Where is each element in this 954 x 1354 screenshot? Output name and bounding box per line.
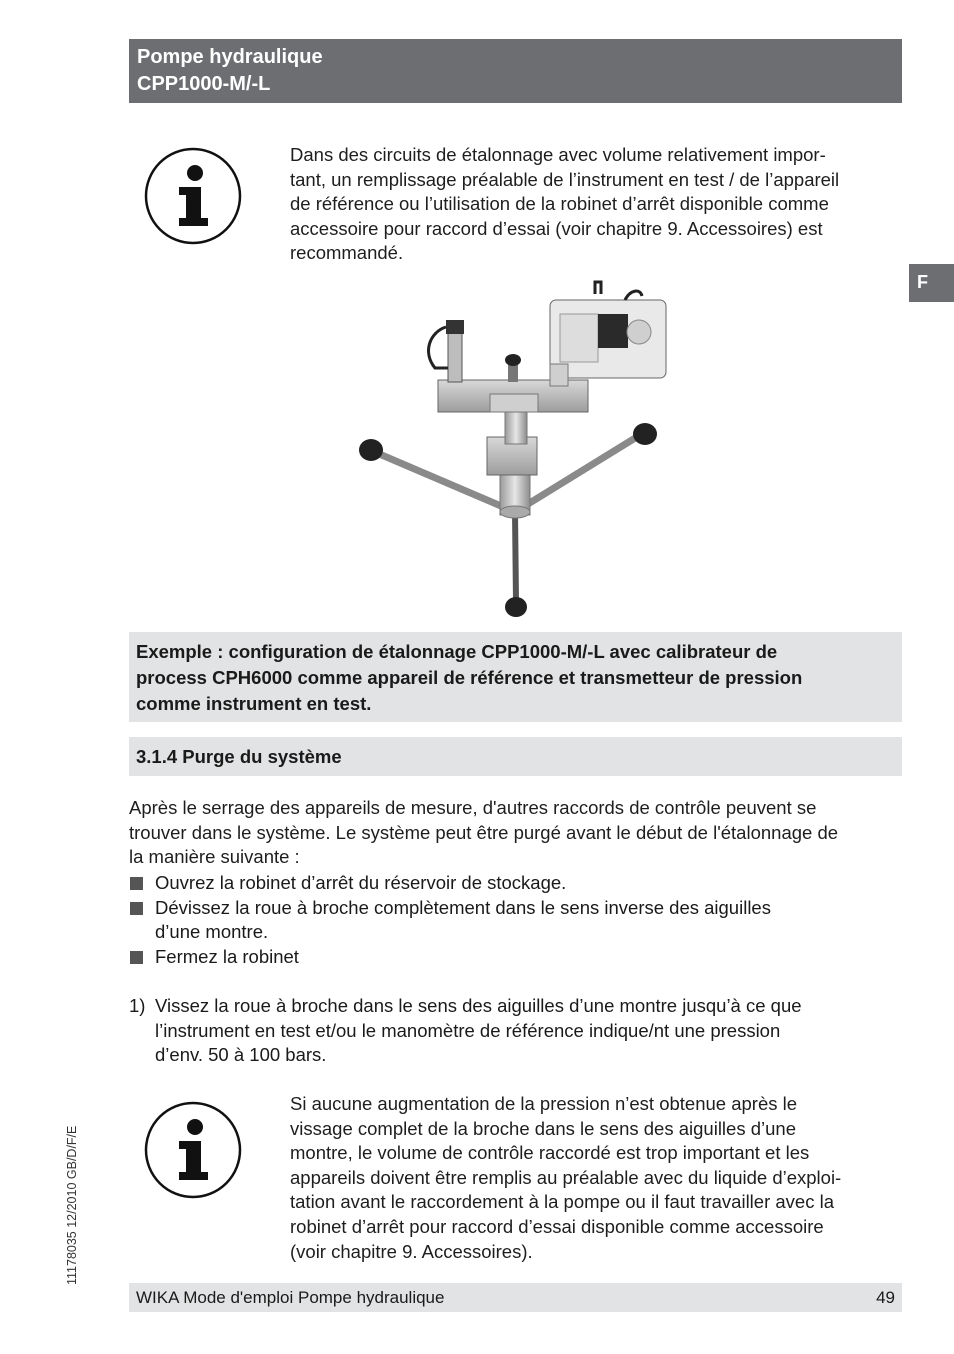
page-number: 49 [876, 1288, 895, 1307]
note-line: montre, le volume de contrôle raccordé est trop important et les [290, 1142, 810, 1164]
caption-line: process CPH6000 comme appareil de référence et transmetteur de pression [136, 667, 803, 688]
info-icon [143, 146, 243, 246]
calibration-pump-photo [350, 272, 670, 622]
note-line: recommandé. [290, 242, 404, 264]
step-line: d’env. 50 à 100 bars. [155, 1044, 327, 1066]
page-footer [129, 1283, 902, 1312]
note-line: appareils doivent être remplis au préalable avec du liquide d’exploi- [290, 1166, 842, 1188]
list-item [129, 945, 771, 970]
bullet-square-icon [130, 877, 143, 890]
list-item-text: d’une montre. [155, 921, 269, 943]
footer-text: WIKA Mode d'emploi Pompe hydraulique [136, 1288, 445, 1307]
list-item-text: Dévissez la roue à broche complètement dans le sens inverse des aiguilles [155, 896, 771, 918]
numbered-step [129, 994, 802, 1068]
note-text-1 [290, 143, 839, 266]
intro-line: Après le serrage des appareils de mesure, d'autres raccords de contrôle peuvent se [129, 797, 817, 818]
caption-line: comme instrument en test. [136, 693, 372, 714]
intro-line: la manière suivante : [129, 846, 300, 868]
step-line: l’instrument en test et/ou le manomètre de référence indique/nt une pression [155, 1019, 781, 1041]
bullet-list [129, 871, 771, 969]
language-tab: F [909, 264, 954, 302]
note-line: (voir chapitre 9. Accessoires). [290, 1240, 533, 1262]
caption-line: Exemple : configuration de étalonnage CPP1000-M/-L avec calibrateur de [136, 641, 778, 662]
step-text [155, 994, 802, 1068]
note-line: Si aucune augmentation de la pression n’est obtenue après le [290, 1093, 798, 1114]
step-number: 1) [129, 995, 146, 1016]
note-line: accessoire pour raccord d’essai (voir chapitre 9. Accessoires) est [290, 217, 823, 239]
bullet-square-icon [130, 902, 143, 915]
intro-paragraph [129, 796, 838, 870]
section-heading: 3.1.4 Purge du système [129, 737, 902, 776]
header-title: Pompe hydraulique [137, 46, 323, 68]
document-code: 11178035 12/2010 GB/D/F/E [65, 1125, 79, 1285]
page-header [129, 39, 902, 103]
note-line: tant, un remplissage préalable de l’instrument en test / de l’appareil [290, 168, 840, 190]
list-item-text: Ouvrez la robinet d’arrêt du réservoir de stockage. [155, 872, 567, 893]
list-item-text: Fermez la robinet [155, 945, 299, 967]
note-line: Dans des circuits de étalonnage avec volume relativement impor- [290, 144, 826, 165]
note-text-2 [290, 1092, 841, 1264]
figure-caption [129, 632, 902, 722]
note-line: vissage complet de la broche dans le sens des aiguilles d’une [290, 1117, 796, 1139]
list-item [129, 896, 771, 945]
note-line: de référence ou l’utilisation de la robinet d’arrêt disponible comme [290, 193, 829, 215]
note-line: tation avant le raccordement à la pompe ou il faut travailler avec la [290, 1191, 834, 1213]
list-item [129, 871, 771, 896]
note-line: robinet d’arrêt pour raccord d’essai disponible comme accessoire [290, 1215, 824, 1237]
info-icon [143, 1100, 243, 1200]
header-model: CPP1000-M/-L [137, 73, 271, 95]
step-line: Vissez la roue à broche dans le sens des aiguilles d’une montre jusqu’à ce que [155, 995, 802, 1016]
intro-line: trouver dans le système. Le système peut être purgé avant le début de l'étalonnage de [129, 821, 839, 843]
bullet-square-icon [130, 951, 143, 964]
